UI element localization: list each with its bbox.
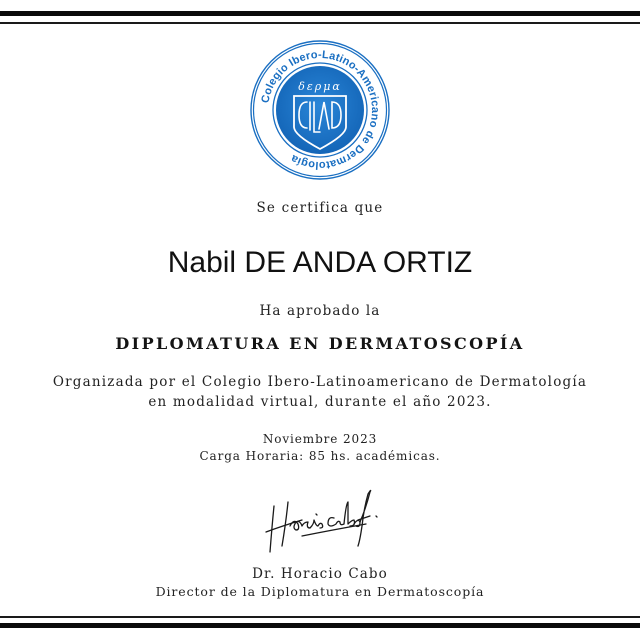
logo-greek-text: δερμα: [298, 80, 342, 93]
certify-intro-text: Se certifica que: [256, 200, 384, 216]
top-border-thin: [0, 22, 640, 24]
organized-by-line-1: Organizada por el Colegio Ibero-Latinoamericano de Dermatología: [52, 374, 588, 390]
bottom-border-thin: [0, 616, 640, 618]
issue-date: Noviembre 2023: [262, 432, 378, 446]
cilad-logo: [249, 39, 391, 181]
top-border-thick: [0, 11, 640, 16]
course-hours: Carga Horaria: 85 hs. académicas.: [199, 449, 441, 463]
signature-icon: [262, 486, 382, 558]
bottom-border-thick: [0, 623, 640, 628]
approved-text: Ha aprobado la: [259, 303, 381, 319]
signatory-name: Dr. Horacio Cabo: [252, 566, 388, 582]
organized-by-line-2: en modalidad virtual, durante el año 2023.: [148, 394, 492, 410]
recipient-name: Nabil DE ANDA ORTIZ: [167, 246, 473, 279]
course-title: DIPLOMATURA EN DERMATOSCOPÍA: [115, 334, 525, 353]
logo-ring-text: Colegio Ibero-Latino-Americano de Dermatología: [259, 48, 382, 172]
signatory-title: Director de la Diplomatura en Dermatoscopía: [155, 584, 485, 599]
